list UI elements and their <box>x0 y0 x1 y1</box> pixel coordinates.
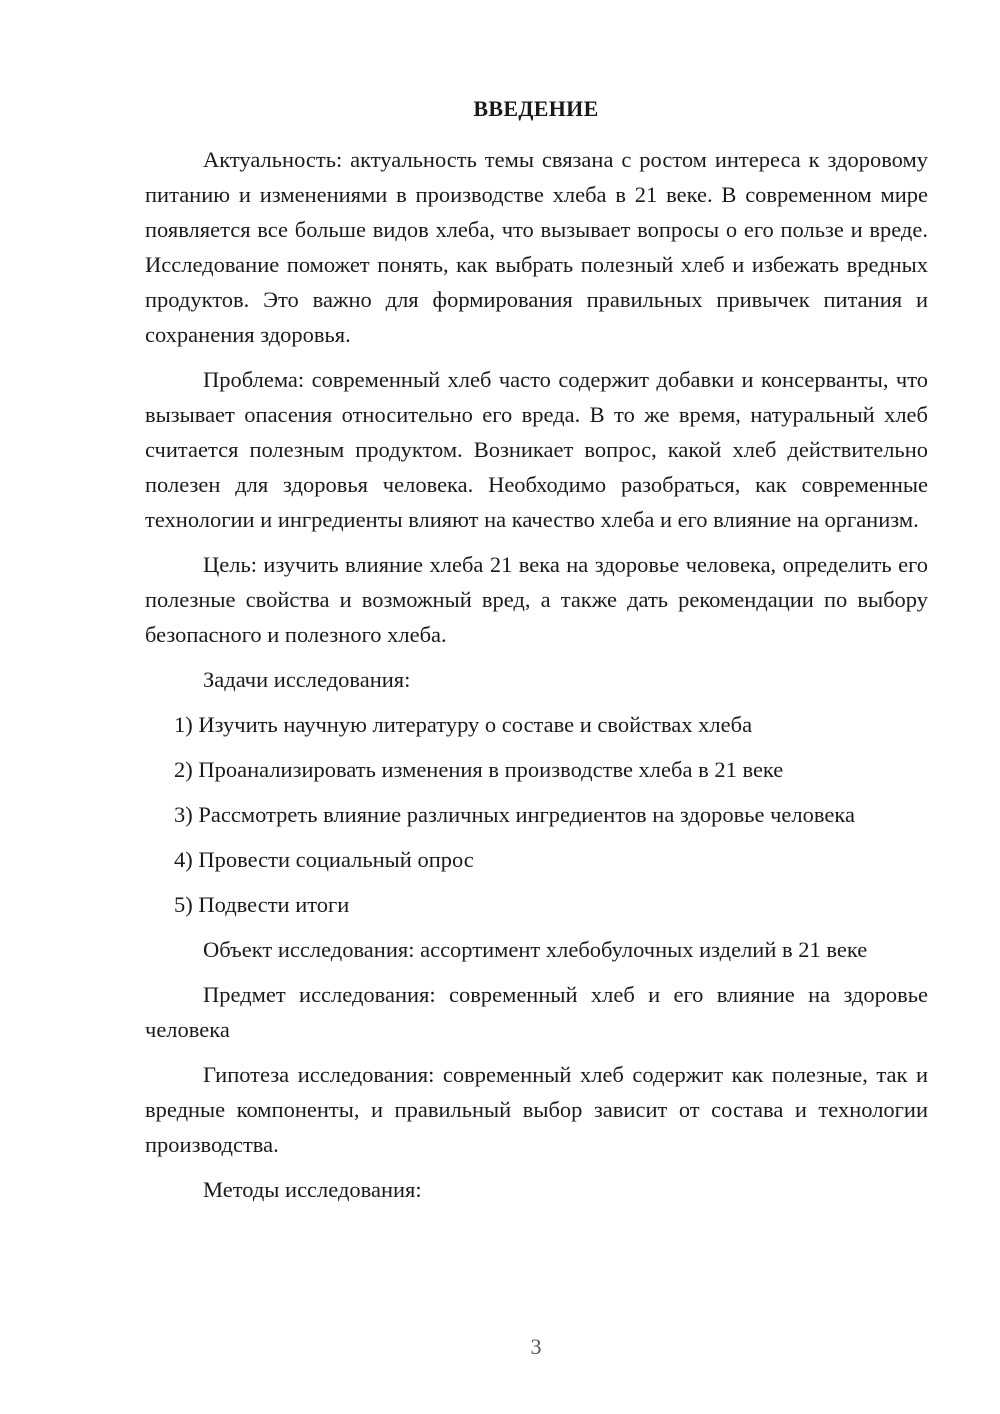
task-item: 4) Провести социальный опрос <box>174 847 474 872</box>
problem-paragraph: Проблема: современный хлеб часто содержит добавки и консерванты, что вызывает опасения относительно его вреда. В то же время, натуральный хлеб считается полезным продуктом. Возникает вопрос, какой хлеб действительно полезен для здоровья человека. Необходимо разобраться, как современные технологии и ингредиенты влияют на качество хлеба и его влияние на организм. <box>145 367 928 532</box>
page-number: 3 <box>530 1334 542 1359</box>
task-item: 3) Рассмотреть влияние различных ингредиентов на здоровье человека <box>174 802 855 827</box>
object-paragraph: Объект исследования: ассортимент хлебобулочных изделий в 21 веке <box>203 937 868 962</box>
task-item: 5) Подвести итоги <box>174 892 350 917</box>
hypothesis-paragraph: Гипотеза исследования: современный хлеб содержит как полезные, так и вредные компоненты, и правильный выбор зависит от состава и технологии производства. <box>145 1062 928 1157</box>
subject-paragraph: Предмет исследования: современный хлеб и его влияние на здоровье человека <box>145 982 928 1042</box>
task-item: 1) Изучить научную литературу о составе и свойствах хлеба <box>174 712 753 737</box>
relevance-paragraph: Актуальность: актуальность темы связана с ростом интереса к здоровому питанию и изменениями в производстве хлеба в 21 веке. В современном мире появляется все больше видов хлеба, что вызывает вопросы о его пользе и вреде. Исследование поможет понять, как выбрать полезный хлеб и избежать вредных продуктов. Это важно для формирования правильных привычек питания и сохранения здоровья. <box>145 147 928 347</box>
document-body <box>145 142 928 1217</box>
tasks-heading: Задачи исследования: <box>203 667 411 692</box>
task-item: 2) Проанализировать изменения в производстве хлеба в 21 веке <box>174 757 784 782</box>
methods-heading: Методы исследования: <box>203 1177 422 1202</box>
goal-paragraph: Цель: изучить влияние хлеба 21 века на здоровье человека, определить его полезные свойства и возможный вред, а также дать рекомендации по выбору безопасного и полезного хлеба. <box>145 552 928 647</box>
page-title: ВВЕДЕНИЕ <box>473 96 599 121</box>
